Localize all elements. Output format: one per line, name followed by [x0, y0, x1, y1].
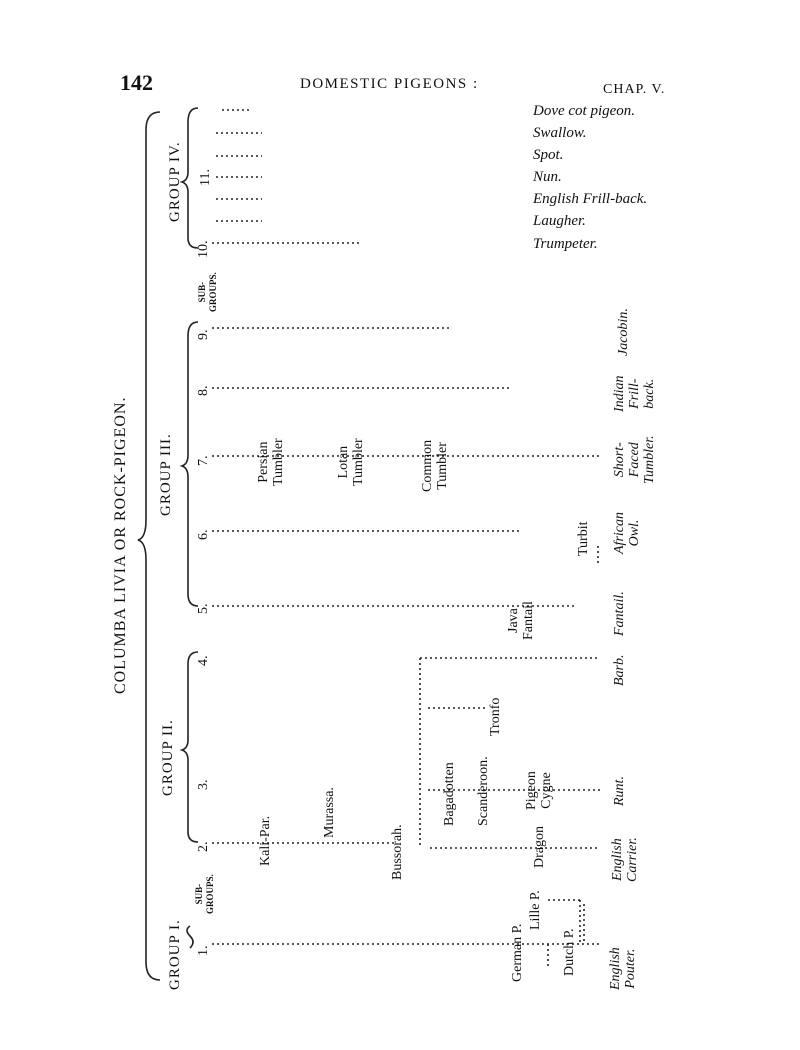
- group1-brace: [187, 926, 193, 948]
- subgroup-number-5: 5.: [196, 603, 211, 614]
- label-murassa: Murassa.: [322, 787, 337, 838]
- label-kali-par: Kali-Par.: [258, 815, 273, 866]
- label-bussorah: Bussorah.: [390, 824, 405, 880]
- breed-swallow: Swallow.: [533, 125, 587, 141]
- breed-african-owl: African Owl.: [612, 512, 642, 554]
- breed-english-carrier: English Carrier.: [610, 837, 640, 882]
- subgroup-number-6: 6.: [196, 529, 211, 540]
- subgroup-number-8: 8.: [196, 385, 211, 396]
- label-german-p: German P.: [510, 923, 525, 982]
- subgroup-number-1: 1.: [196, 945, 211, 956]
- subgroup-number-10: 10.: [196, 240, 211, 258]
- group-4-label: GROUP IV.: [167, 141, 183, 222]
- subgroup-number-2: 2.: [196, 841, 211, 852]
- group-1-label: GROUP I.: [167, 919, 183, 990]
- label-lille-p: Lille P.: [528, 890, 543, 930]
- label-dragon: Dragon: [532, 826, 547, 868]
- breed-trumpeter: Trumpeter.: [533, 236, 598, 252]
- main-brace: [138, 112, 160, 980]
- group-3-label: GROUP III.: [158, 433, 174, 516]
- breed-english-frill-back: English Frill-back.: [533, 191, 648, 207]
- label-lotan-tumbler: Lotan Tumbler: [336, 438, 366, 486]
- breed-fantail: Fantail.: [612, 591, 627, 636]
- chapter-label: CHAP. V.: [603, 82, 666, 97]
- subgroup-number-9: 9.: [196, 329, 211, 340]
- breed-indian-frill-back: Indian Frill- back.: [612, 375, 657, 412]
- label-bagadotten: Bagadotten: [442, 762, 457, 826]
- breed-runt: Runt.: [612, 776, 627, 806]
- label-scanderoon: Scanderoon.: [476, 756, 491, 826]
- breed-laugher: Laugher.: [533, 213, 586, 229]
- label-java-fantail: Java Fantail: [506, 601, 536, 640]
- main-title: COLUMBA LIVIA OR ROCK-PIGEON.: [112, 396, 129, 694]
- breed-barb: Barb.: [612, 654, 627, 686]
- label-persian-tumbler: Persian Tumbler: [256, 438, 286, 486]
- label-turbit: Turbit: [576, 521, 591, 556]
- label-pigeon-cygne: Pigeon Cygne: [524, 771, 554, 810]
- breed-jacobin: Jacobin.: [616, 308, 631, 356]
- breed-english-pouter: English Pouter.: [608, 947, 638, 990]
- group2-brace: [182, 652, 198, 842]
- label-dutch-p: Dutch P.: [562, 928, 577, 976]
- group4-brace: [182, 108, 198, 248]
- subgroup-number-7: 7.: [196, 455, 211, 466]
- subgroups-label-lower: SUB- GROUPS.: [194, 874, 215, 914]
- label-common-tumbler: Common Tumbler: [420, 439, 450, 492]
- group-2-label: GROUP II.: [160, 719, 176, 796]
- breed-spot: Spot.: [533, 147, 564, 163]
- subgroup-number-3: 3.: [196, 779, 211, 790]
- subgroup-number-11: 11.: [198, 169, 213, 186]
- page-number: 142: [120, 70, 153, 95]
- subgroups-label-upper: SUB- GROUPS.: [197, 272, 218, 312]
- subgroup-number-4: 4.: [196, 655, 211, 666]
- label-tronfo: Tronfo: [488, 697, 503, 736]
- group-braces: [138, 108, 198, 980]
- breed-short-faced-tumbler: Short- Faced Tumbler.: [612, 435, 657, 484]
- running-title: DOMESTIC PIGEONS :: [300, 76, 479, 92]
- breed-dove-cot-pigeon: Dove cot pigeon.: [533, 103, 636, 119]
- breed-nun: Nun.: [533, 169, 562, 185]
